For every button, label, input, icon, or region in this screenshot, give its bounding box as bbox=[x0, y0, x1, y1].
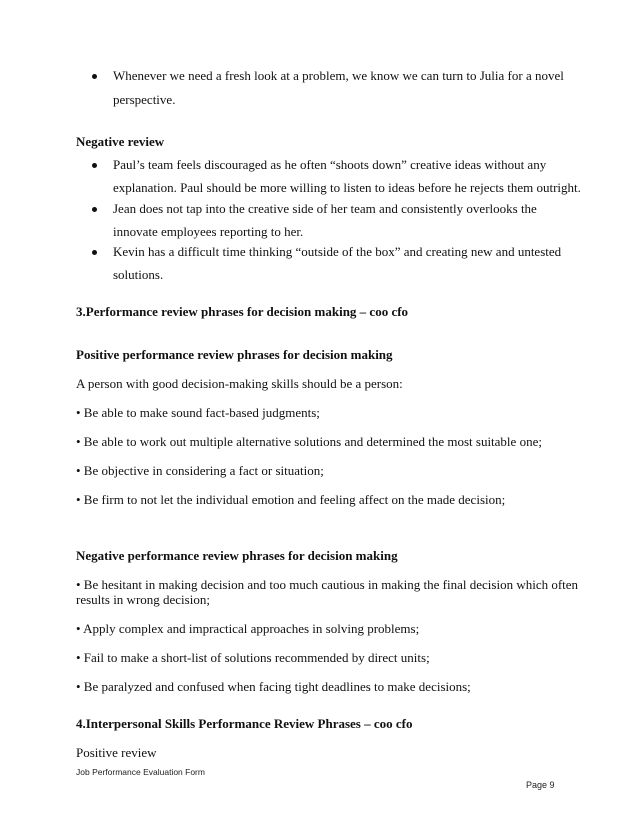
list-item: • Be objective in considering a fact or situation; bbox=[76, 463, 324, 478]
bullet-icon bbox=[92, 207, 97, 212]
negative-review-heading: Negative review bbox=[76, 134, 165, 149]
section3-heading: 3.Performance review phrases for decision making – coo cfo bbox=[76, 304, 409, 319]
bullet-text-line2: innovate employees reporting to her. bbox=[113, 224, 304, 239]
list-item: • Fail to make a short-list of solutions recommended by direct units; bbox=[76, 650, 430, 665]
bullet-icon bbox=[92, 250, 97, 255]
section4-heading: 4.Interpersonal Skills Performance Review Phrases – coo cfo bbox=[76, 716, 413, 731]
positive-phrases-heading: Positive performance review phrases for decision making bbox=[76, 347, 393, 362]
bullet-icon bbox=[92, 163, 97, 168]
page-number: Page 9 bbox=[526, 780, 555, 790]
list-item: • Be able to make sound fact-based judgments; bbox=[76, 405, 320, 420]
list-item: • Be firm to not let the individual emotion and feeling affect on the made decision; bbox=[76, 492, 506, 507]
bullet-text-line1: Jean does not tap into the creative side of her team and consistently overlooks the bbox=[113, 201, 537, 216]
list-item: • Apply complex and impractical approaches in solving problems; bbox=[76, 621, 420, 636]
bullet-text-line1: Whenever we need a fresh look at a problem, we know we can turn to Julia for a novel bbox=[113, 68, 564, 83]
bullet-text-line2: explanation. Paul should be more willing to listen to ideas before he rejects them outright. bbox=[113, 180, 581, 195]
footer-title: Job Performance Evaluation Form bbox=[76, 767, 205, 777]
list-item: • Be able to work out multiple alternative solutions and determined the most suitable one; bbox=[76, 434, 542, 449]
bullet-text-line2: solutions. bbox=[113, 267, 164, 282]
intro-text: A person with good decision-making skills should be a person: bbox=[76, 376, 403, 391]
list-item: • Be hesitant in making decision and too much cautious in making the final decision which often bbox=[76, 577, 579, 592]
bullet-text-line2: perspective. bbox=[113, 92, 176, 107]
bullet-icon bbox=[92, 74, 97, 79]
positive-review-label: Positive review bbox=[76, 745, 157, 760]
list-item-continuation: results in wrong decision; bbox=[76, 592, 210, 607]
negative-phrases-heading: Negative performance review phrases for decision making bbox=[76, 548, 398, 563]
bullet-text-line1: Paul’s team feels discouraged as he often “shoots down” creative ideas without any bbox=[113, 157, 547, 172]
bullet-text-line1: Kevin has a difficult time thinking “outside of the box” and creating new and untested bbox=[113, 244, 562, 259]
list-item: • Be paralyzed and confused when facing tight deadlines to make decisions; bbox=[76, 679, 471, 694]
